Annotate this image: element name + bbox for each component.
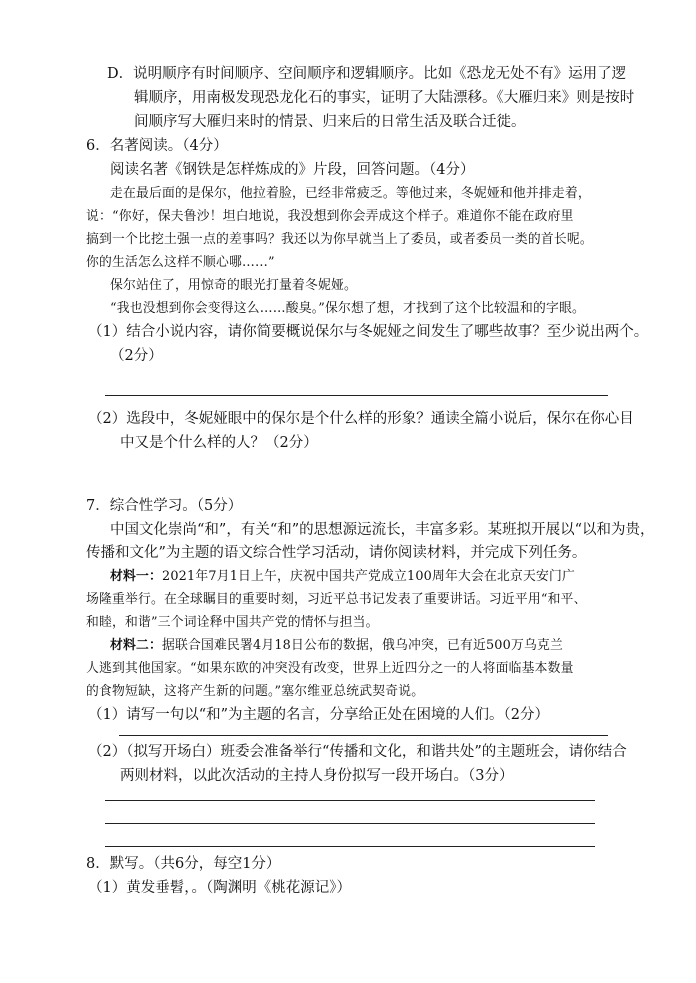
q7-sub2-line2: 两则材料，以此次活动的主持人身份拟写一段开场白。（3分） [120, 768, 514, 784]
q8-title: 8．默写。（共6分，每空1分） [86, 856, 281, 872]
q6-intro: 阅读名著《钢铁是怎样炼成的》片段，回答问题。（4分） [110, 162, 475, 178]
q6-excerpt-line: 走在最后面的是保尔，他拉着脸，已经非常疲乏。等他过来，冬妮娅和他并排走着， [110, 186, 591, 201]
q6-excerpt-line: 你的生活怎么这样不顺心哪……” [86, 255, 275, 270]
q6-excerpt-line: “我也没想到你会变得这么……酸臭。”保尔想了想，才找到了这个比较温和的字眼。 [110, 301, 585, 316]
q7-material2-line2: 人逃到其他国家。“如果东欧的冲突没有改变，世界上近四分之一的人将面临基本数量 [86, 661, 574, 676]
answer-line[interactable] [119, 735, 608, 736]
q6-title: 6．名著阅读。（4分） [86, 138, 228, 154]
q7-intro-line1: 中国文化崇尚“和”，有关“和”的思想源远流长，丰富多彩。某班拟开展以“以和为贵， [110, 522, 655, 538]
answer-line[interactable] [105, 395, 608, 396]
q7-title: 7．综合性学习。（5分） [86, 498, 243, 514]
answer-line[interactable] [105, 823, 595, 824]
q6-sub2-line1: （2）选段中，冬妮娅眼中的保尔是个什么样的形象？通读全篇小说后，保尔在你心目 [88, 411, 634, 427]
q6-excerpt-line: 搞到一个比挖土强一点的差事吗？我还以为你早就当上了委员，或者委员一类的首长呢。 [86, 232, 593, 247]
q6-sub1-line2: （2分） [110, 348, 163, 364]
answer-line[interactable] [105, 846, 595, 847]
q7-material2-line1: 材料二：据联合国难民署4月18日公布的数据，俄乌冲突，已有近500万乌克兰 [110, 638, 563, 653]
q8-sub1: （1）黄发垂髫，。（陶渊明《桃花源记》） [88, 880, 351, 896]
q7-intro-line2: 传播和文化”为主题的语文综合性学习活动，请你阅读材料，并完成下列任务。 [86, 545, 587, 561]
q6-excerpt-line: 说：“你好，保夫鲁沙！坦白地说，我没想到你会弄成这个样子。难道你不能在政府里 [86, 209, 574, 224]
answer-line[interactable] [105, 800, 595, 801]
q7-material1-line1: 材料一：2021年7月1日上午，庆祝中国共产党成立100周年大会在北京天安门广 [110, 569, 575, 584]
q7-material1-line3: 和睦，和谐”三个词诠释中国共产党的情怀与担当。 [86, 615, 379, 630]
q6-excerpt-line: 保尔站住了，用惊奇的眼光打量着冬妮娅。 [110, 278, 357, 293]
material1-label: 材料一： [110, 569, 162, 584]
q7-material1-line2: 场隆重举行。在全球瞩目的重要时刻，习近平总书记发表了重要讲话。习近平用“和平、 [86, 592, 587, 607]
option-d-line1: D．说明顺序有时间顺序、空间顺序和逻辑顺序。比如《恐龙无处不有》运用了逻 [107, 66, 627, 82]
material2-label: 材料二： [110, 638, 162, 653]
q7-material2-line3: 的食物短缺，这将产生新的问题。”塞尔维亚总统武契奇说。 [86, 684, 425, 699]
option-d-line3: 间顺序写大雁归来时的情景、归来后的日常生活及联合迁徙。 [134, 114, 526, 130]
q7-sub1: （1）请写一句以“和”为主题的名言，分享给正处在困境的人们。（2分） [88, 707, 550, 723]
option-d-line2: 辑顺序，用南极发现恐龙化石的事实，证明了大陆漂移。《大雁归来》则是按时 [134, 90, 635, 106]
q7-sub2-line1: （2）（拟写开场白）班委会准备举行“传播和文化，和谐共处”的主题班会，请你结合 [88, 744, 627, 760]
q6-sub2-line2: 中又是个什么样的人？（2分） [120, 435, 318, 451]
q6-sub1-line1: （1）结合小说内容，请你简要概说保尔与冬妮娅之间发生了哪些故事？至少说出两个。 [88, 324, 649, 340]
